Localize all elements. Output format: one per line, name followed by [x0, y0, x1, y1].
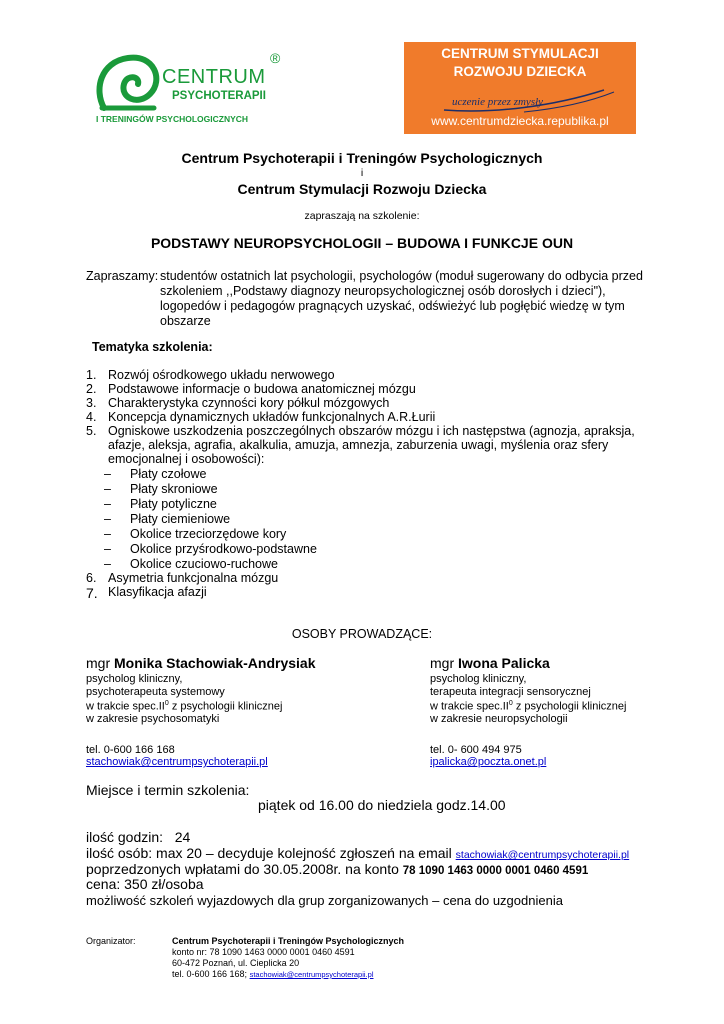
host-right-name: Iwona Palicka — [458, 655, 550, 671]
organizer-1: Centrum Psychoterapii i Treningów Psychologicznych — [181, 150, 543, 166]
hours-count: ilość godzin: 24 — [86, 829, 191, 845]
footer-tel: tel. 0-600 166 168; — [172, 969, 250, 979]
host-left-roles: psycholog kliniczny, psychoterapeuta systemowy w trakcie $spec.II^0$ z psychologii klinicznej w zakresie psychosomatyki tel. 0-600 166 168 stachowiak@centrumpsychoterapii.pl — [86, 673, 386, 769]
sub-list-item: – Płaty czołowe — [104, 467, 207, 481]
logo-right-line1: CENTRUM STYMULACJI — [441, 46, 599, 61]
sub-list-item: – Płaty potyliczne — [104, 497, 217, 511]
account-number: 78 1090 1463 0000 0001 0460 4591 — [402, 865, 589, 877]
audience-line: szkoleniem ,,Podstawy diagnozy neuropsychologicznej osób dorosłych i dzieci"), — [160, 284, 606, 298]
footer-address: 60-472 Poznań, ul. Cieplicka 20 — [172, 958, 300, 968]
sub-list-item: – Płaty skroniowe — [104, 482, 218, 496]
list-item: 6. Asymetria funkcjonalna mózgu — [86, 571, 279, 585]
sub-list-item: – Płaty ciemieniowe — [104, 512, 231, 526]
host-left-tel: tel. 0-600 166 168 — [86, 743, 175, 756]
audience-line: studentów ostatnich lat psychologii, psychologów (moduł sugerowany do odbycia przed — [160, 269, 643, 283]
invite-text: zapraszają na szkolenie: — [304, 210, 420, 222]
host-right — [430, 655, 710, 769]
host-right-roles: psycholog kliniczny, terapeuta integracji sensorycznej w trakcie $spec.II^0$ z psychologii klinicznej w zakresie neuropsychologii tel. 0- 600 494 975 ipalicka@poczta.onet.pl — [430, 673, 710, 769]
logo-left-word2: PSYCHOTERAPII — [172, 90, 266, 102]
price: cena: 350 zł/osoba — [86, 876, 204, 892]
logo-right-url: www.centrumdziecka.republika.pl — [431, 114, 609, 128]
organizer-2: Centrum Stymulacji Rozwoju Dziecka — [237, 181, 487, 197]
host-right-email-link[interactable]: ipalicka@poczta.onet.pl — [430, 756, 547, 769]
logo-centrum-stymulacji — [404, 42, 636, 134]
list-item: 3. Charakterystyka czynności kory półkul mózgowych — [86, 396, 390, 410]
logo-centrum-psychoterapii — [92, 48, 292, 130]
list-item: 5. Ogniskowe uszkodzenia poszczególnych obszarów mózgu i ich następstwa (agnozja, apraksja, — [86, 424, 635, 438]
spiral-logo-icon — [92, 50, 172, 120]
sub-list-item: – Okolice czuciowo-ruchowe — [104, 557, 278, 571]
list-item-continued: afazje, aleksja, agrafia, akalkulia, amuzja, amnezja, zaburzenia uwagi, myślenia oraz sfery — [108, 438, 609, 452]
audience-text — [160, 269, 643, 329]
list-item: 4. Koncepcja dynamicznych układów funkcjonalnych A.R.Łurii — [86, 410, 436, 424]
payment-line: poprzedzonych wpłatami do 30.05.2008r. na konto 78 1090 1463 0000 0001 0460 4591 — [86, 861, 589, 877]
logo-left-word1: CENTRUM — [162, 66, 266, 88]
place-label: Miejsce i termin szkolenia: — [86, 782, 250, 798]
audience-line: obszarze — [160, 314, 211, 328]
footer-account: konto nr: 78 1090 1463 0000 0001 0460 4591 — [172, 947, 355, 957]
persons-line: ilość osób: max 20 – decyduje kolejność zgłoszeń na email stachowiak@centrumpsychoterapii.pl — [86, 845, 630, 861]
persons-email-link[interactable]: stachowiak@centrumpsychoterapii.pl — [455, 849, 630, 861]
logo-right-line2: ROZWOJU DZIECKA — [453, 64, 587, 79]
training-title: PODSTAWY NEUROPSYCHOLOGII – BUDOWA I FUNKCJE OUN — [150, 235, 574, 251]
host-left-name: Monika Stachowiak-Andrysiak — [114, 655, 316, 671]
footer-org-block — [172, 936, 404, 980]
hosts-heading: OSOBY PROWADZĄCE: — [291, 627, 433, 641]
logo-right-slogan: uczenie przez zmysły — [452, 96, 544, 108]
sub-list-item: – Okolice przyśrodkowo-podstawne — [104, 542, 317, 556]
training-term: piątek od 16.00 do niedziela godz.14.00 — [258, 797, 506, 813]
footer-org: Centrum Psychoterapii i Treningów Psychologicznych — [172, 936, 405, 946]
host-left-name-line: mgr Monika Stachowiak-Andrysiak — [86, 655, 316, 671]
list-item-continued: emocjonalnej i osobowości): — [108, 452, 265, 466]
logo-left-word3: I TRENINGÓW PSYCHOLOGICZNYCH — [96, 114, 249, 124]
topics-heading: Tematyka szkolenia: — [92, 340, 213, 354]
host-right-tel: tel. 0- 600 494 975 — [430, 743, 522, 756]
audience-line: logopedów i pedagogów pragnących uzyskać, odświeżyć lub pogłębić wiedzę w tym — [160, 299, 625, 313]
footer-email-link[interactable]: stachowiak@centrumpsychoterapii.pl — [249, 970, 374, 979]
travel-option: możliwość szkoleń wyjazdowych dla grup zorganizowanych – cena do uzgodnienia — [86, 893, 563, 908]
audience-label: Zapraszamy: — [86, 269, 159, 283]
host-left — [86, 655, 386, 769]
and-connector: i — [360, 167, 364, 179]
sub-list-item: – Okolice trzeciorzędowe kory — [104, 527, 287, 541]
footer-label: Organizator: — [86, 936, 136, 946]
list-item: 1. Rozwój ośrodkowego układu nerwowego — [86, 368, 335, 382]
host-right-name-line: mgr Iwona Palicka — [430, 655, 550, 671]
host-left-email-link[interactable]: stachowiak@centrumpsychoterapii.pl — [86, 756, 268, 769]
registered-mark: ® — [270, 50, 281, 66]
list-item: 7. Klasyfikacja afazji — [86, 585, 207, 601]
list-item: 2. Podstawowe informacje o budowa anatomicznej mózgu — [86, 382, 416, 396]
